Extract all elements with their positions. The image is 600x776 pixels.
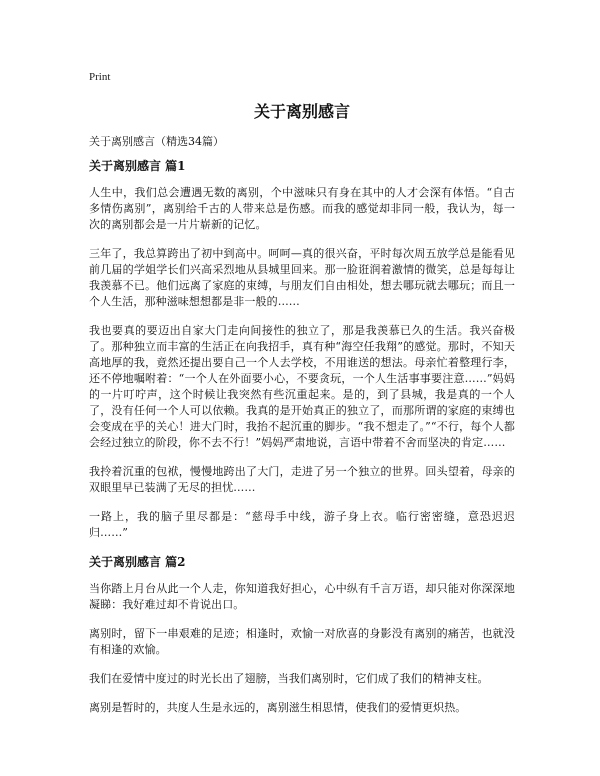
section-heading: 关于离别感言 篇1	[89, 159, 186, 173]
document-title: 关于离别感言	[253, 102, 350, 121]
paragraph: 三年了，我总算跨出了初中到高中。呵呵—真的很兴奋，平时每次周五放学总是能看见前几届的学姐学长们兴高采烈地从县城里回来。那一脸诳润着激情的微笑，总是每每让我羡慕不已。他们远离了家庭的束缚，与朋友们自由相处，想去哪玩就去哪玩；而且一个人生活，那种滋味想想都是非一般的……	[89, 247, 515, 308]
document-subtitle: 关于离别感言（精选34篇）	[89, 135, 224, 148]
document-content	[89, 158, 515, 729]
paragraph: 离别时，留下一串艰难的足迹；相逢时，欢愉一对欣喜的身影没有离别的痛苦，也就没有相逢的欢愉。	[89, 627, 515, 656]
section-1	[89, 158, 515, 541]
paragraph: 离别是暂时的，共度人生是永远的，离别滋生相思情，使我们的爱情更炽热。	[89, 701, 467, 714]
section-heading: 关于离别感言 篇2	[89, 555, 186, 569]
paragraph: 我也要真的要迈出自家大门走向间接性的独立了，那是我羡慕已久的生活。我兴奋极了。那种独立而丰富的生活正在向我招手，真有种“海空任我翔”的感觉。那时，不知天高地厚的我，竟然还提出要自己一个人去学校，不用谁送的想法。母亲忙着整理行李，还不停地嘱咐着：“一个人在外面要小心，不要贪玩，一个人生活事事要注意……”妈妈的一片叮咛声，这个时候让我突然有些沉重起来。是的，到了县城，我是真的一个人了，没有任何一个人可以依赖。我真的是开始真正的独立了，而那所谓的家庭的束缚也会变成在乎的关心！进大门时，我抬不起沉重的脚步。“我不想走了。”“不行，每个人都会经过独立的阶段，你不去不行！”妈妈严肃地说，言语中带着不舍而坚决的肯定……	[89, 324, 515, 449]
section-2	[89, 554, 515, 716]
print-link[interactable]: Print	[89, 71, 111, 83]
paragraph: 我们在爱情中度过的时光长出了翅膀，当我们离别时，它们成了我们的精神支柱。	[89, 672, 489, 685]
paragraph: 当你踏上月台从此一个人走，你知道我好担心，心中纵有千言万语，却只能对你深深地凝睇：我好难过却不肯说出口。	[89, 582, 515, 611]
paragraph: 人生中，我们总会遭遇无数的离别，个中滋味只有身在其中的人才会深有体悟。“自古多情伤离别”，离别给千古的人带来总是伤感。而我的感觉却非同一般，我认为，每一次的离别都会是一片片崭新的记忆。	[89, 186, 515, 231]
paragraph: 一路上，我的脑子里尽都是：“慈母手中线，游子身上衣。临行密密缝，意恐迟迟归……”	[89, 510, 515, 539]
paragraph: 我拎着沉重的包袱，慢慢地跨出了大门，走进了另一个独立的世界。回头望着，母亲的双眼里早已装满了无尽的担忧……	[89, 465, 515, 494]
